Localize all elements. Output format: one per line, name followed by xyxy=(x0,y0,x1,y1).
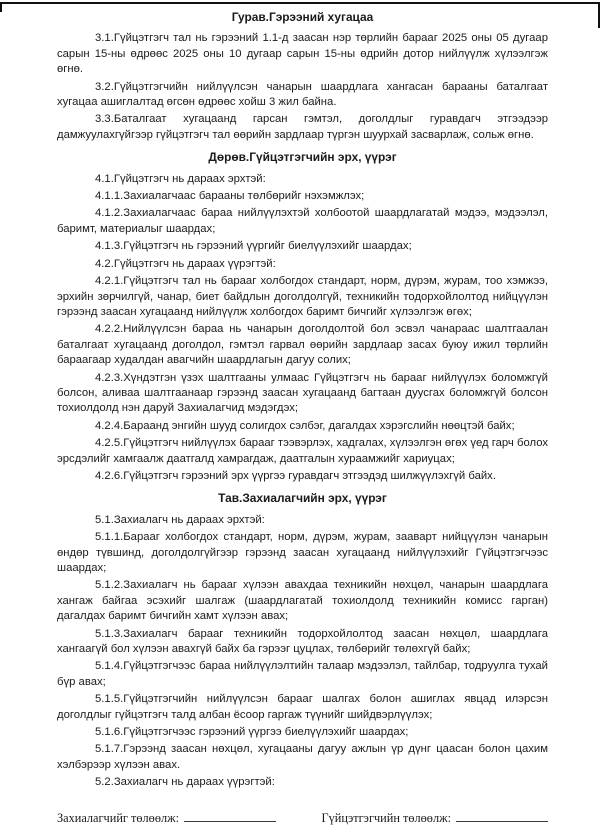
contract-section xyxy=(57,491,548,790)
contractor-signature-label: Гүйцэтгэгчийн төлөөлж: xyxy=(321,810,451,825)
contract-section xyxy=(57,150,548,484)
contract-clause: 4.2.3.Хүндэтгэн үзэх шалтгааны улмаас Гүйцэтгэгч нь барааг нийлүүлэх боломжгүй болсон, аливаа шалтгаанаар гэрээнд заасан хугацаанд багтаан дуусгах боломжгүй болсон тохиолдолд нэн даруй Захиалагчид мэдэгдэх; xyxy=(57,371,548,415)
contract-clause: 4.1.2.Захиалагчаас бараа нийлүүлэхтэй холбоотой шаардлагатай мэдээ, мэдээлэл, баримт, материалыг шаардах; xyxy=(57,207,548,235)
contract-clause: 5.1.5.Гүйцэтгэгчийн нийлүүлсэн барааг шалгах болон ашиглах явцад илэрсэн доголдлыг гүйцэтгэгч талд албан ёсоор гаргаж түүнийг шийдвэрлүүлэх; xyxy=(57,693,548,721)
contract-clause: 4.2.Гүйцэтгэгч нь дараах үүрэгтэй: xyxy=(95,257,276,270)
signature-footer xyxy=(57,799,548,826)
contract-clause: 5.1.Захиалагч нь дараах эрхтэй: xyxy=(95,513,265,526)
contract-clause: 4.1.1.Захиалагчаас барааны төлбөрийг нэхэмжлэх; xyxy=(95,190,365,203)
contract-clause: 4.2.4.Бараанд энгийн шууд солигдох сэлбэг, дагалдах хэрэгслийн нөөцтэй байх; xyxy=(95,419,515,432)
contractor-signature-block xyxy=(322,809,548,826)
contract-section xyxy=(57,10,548,143)
client-signature-block xyxy=(57,809,276,826)
contract-clause: 5.1.7.Гэрээнд заасан нөхцөл, хугацааны дагуу ажлын үр дүнг цаасан болон цахим хэлбэрээр хүлээн авах. xyxy=(57,743,548,771)
section-heading: Тав.Захиалагчийн эрх, үүрэг xyxy=(218,491,387,506)
contract-clause: 4.2.2.Нийлүүлсэн бараа нь чанарын доголдолтой бол эсвэл чанараас шалтгаалан баталгаат хугацаанд доголдол, гэмтэл гарвал өөрийн зардлаар засах буюу ижил төрлийн бараагаар худалдан авагчийн шаардлагын дагуу солих; xyxy=(57,323,548,367)
contract-clause: 4.2.5.Гүйцэтгэгч нийлүүлэх барааг тээвэрлэх, хадгалах, хүлээлгэн өгөх үед гарч болох эрсдэлийг хамгаалж даатгалд хамрагдаж, даатгалын хураамжийг хариуцах; xyxy=(57,437,548,465)
document-body xyxy=(57,6,548,793)
contractor-signature-line xyxy=(456,809,548,822)
section-heading: Дөрөв.Гүйцэтгэгчийн эрх, үүрэг xyxy=(208,150,397,165)
contract-clause: 5.1.1.Барааг холбогдох стандарт, норм, дүрэм, журам, зааварт нийцүүлэн чанарын өндөр түвшинд, доголдолгүйгээр гэрээнд заасан хугацаанд нийлүүлэхийг Гүйцэтгэгчээс шаардах; xyxy=(57,531,548,574)
contract-clause: 4.2.6.Гүйцэтгэгч гэрээний эрх үүргээ гуравдагч этгээдэд шилжүүлэхгүй байх. xyxy=(95,469,496,482)
contract-clause: 4.2.1.Гүйцэтгэгч тал нь барааг холбогдох стандарт, норм, дүрэм, журам, тоо хэмжээ, эрхийн зөрчилгүй, чанар, биет байдлын доголдолгүй, техникийн тодорхойлолтод нийцүүлэн гэрээнд заасан хугацаанд нийлүүлж холбогдох баримт бичгийг хүлээлгэж өгөх; xyxy=(57,275,548,318)
section-heading: Гурав.Гэрээний хугацаа xyxy=(231,10,374,24)
contract-clause: 5.2.Захиалагч нь дараах үүрэгтэй: xyxy=(95,776,275,789)
contract-clause: 4.1.3.Гүйцэтгэгч нь гэрээний үүргийг биелүүлэхийг шаардах; xyxy=(95,240,412,253)
contract-clause: 5.1.4.Гүйцэтгэгчээс бараа нийлүүлэлтийн талаар мэдээлэл, тайлбар, тодруулга тухай бүр авах; xyxy=(57,660,548,688)
page-top-border-left-tick xyxy=(0,2,2,12)
contract-clause: 5.1.3.Захиалагч барааг техникийн тодорхойлолтод заасан нөхцөл, шаардлага хангаагүй бол хүлээн авахгүй байх ба гэрээг цуцлах, төлбөрийг төлөхгүй байх; xyxy=(57,627,548,656)
contract-clause: 3.2.Гүйцэтгэгчийн нийлүүлсэн чанарын шаардлага хангасан барааны баталгаат хугацаа ашиглалтад өгсөн өдрөөс хойш 3 жил байна. xyxy=(57,80,548,109)
contract-clause: 3.1.Гүйцэтгэгч тал нь гэрээний 1.1-д заасан нэр төрлийн барааг 2025 оны 05 дугаар сарын 15-ны өдрөөс 2025 оны 10 дугаар сарын 15-ны өдрийн дотор нийлүүлж хүлээлгэж өгнө. xyxy=(57,32,548,76)
contract-clause: 5.1.6.Гүйцэтгэгчээс гэрээний үүргээ биелүүлэхийг шаардах; xyxy=(95,726,409,739)
client-signature-label: Захиалагчийг төлөөлж: xyxy=(57,810,180,825)
contract-clause: 4.1.Гүйцэтгэгч нь дараах эрхтэй: xyxy=(95,172,266,185)
page-top-border xyxy=(0,2,600,4)
contract-clause: 5.1.2.Захиалагч нь барааг хүлээн авахдаа техникийн нөхцөл, чанарын шаардлага хангаж байгаа эсэхийг шалгаж (шаардлагатай тохиолдолд техникийн комисс гарган) дагалдах баримт бичгийн хамт хүлээн авах; xyxy=(57,579,548,623)
client-signature-line xyxy=(184,809,276,822)
contract-clause: 3.3.Баталгаат хугацаанд гарсан гэмтэл, доголдлыг гуравдагч этгээдээр дамжуулахгүйгээр гүйцэтгэгч тал өөрийн зардлаар түргэн шуурхай засварлаж, сольж өгнө. xyxy=(57,113,548,141)
